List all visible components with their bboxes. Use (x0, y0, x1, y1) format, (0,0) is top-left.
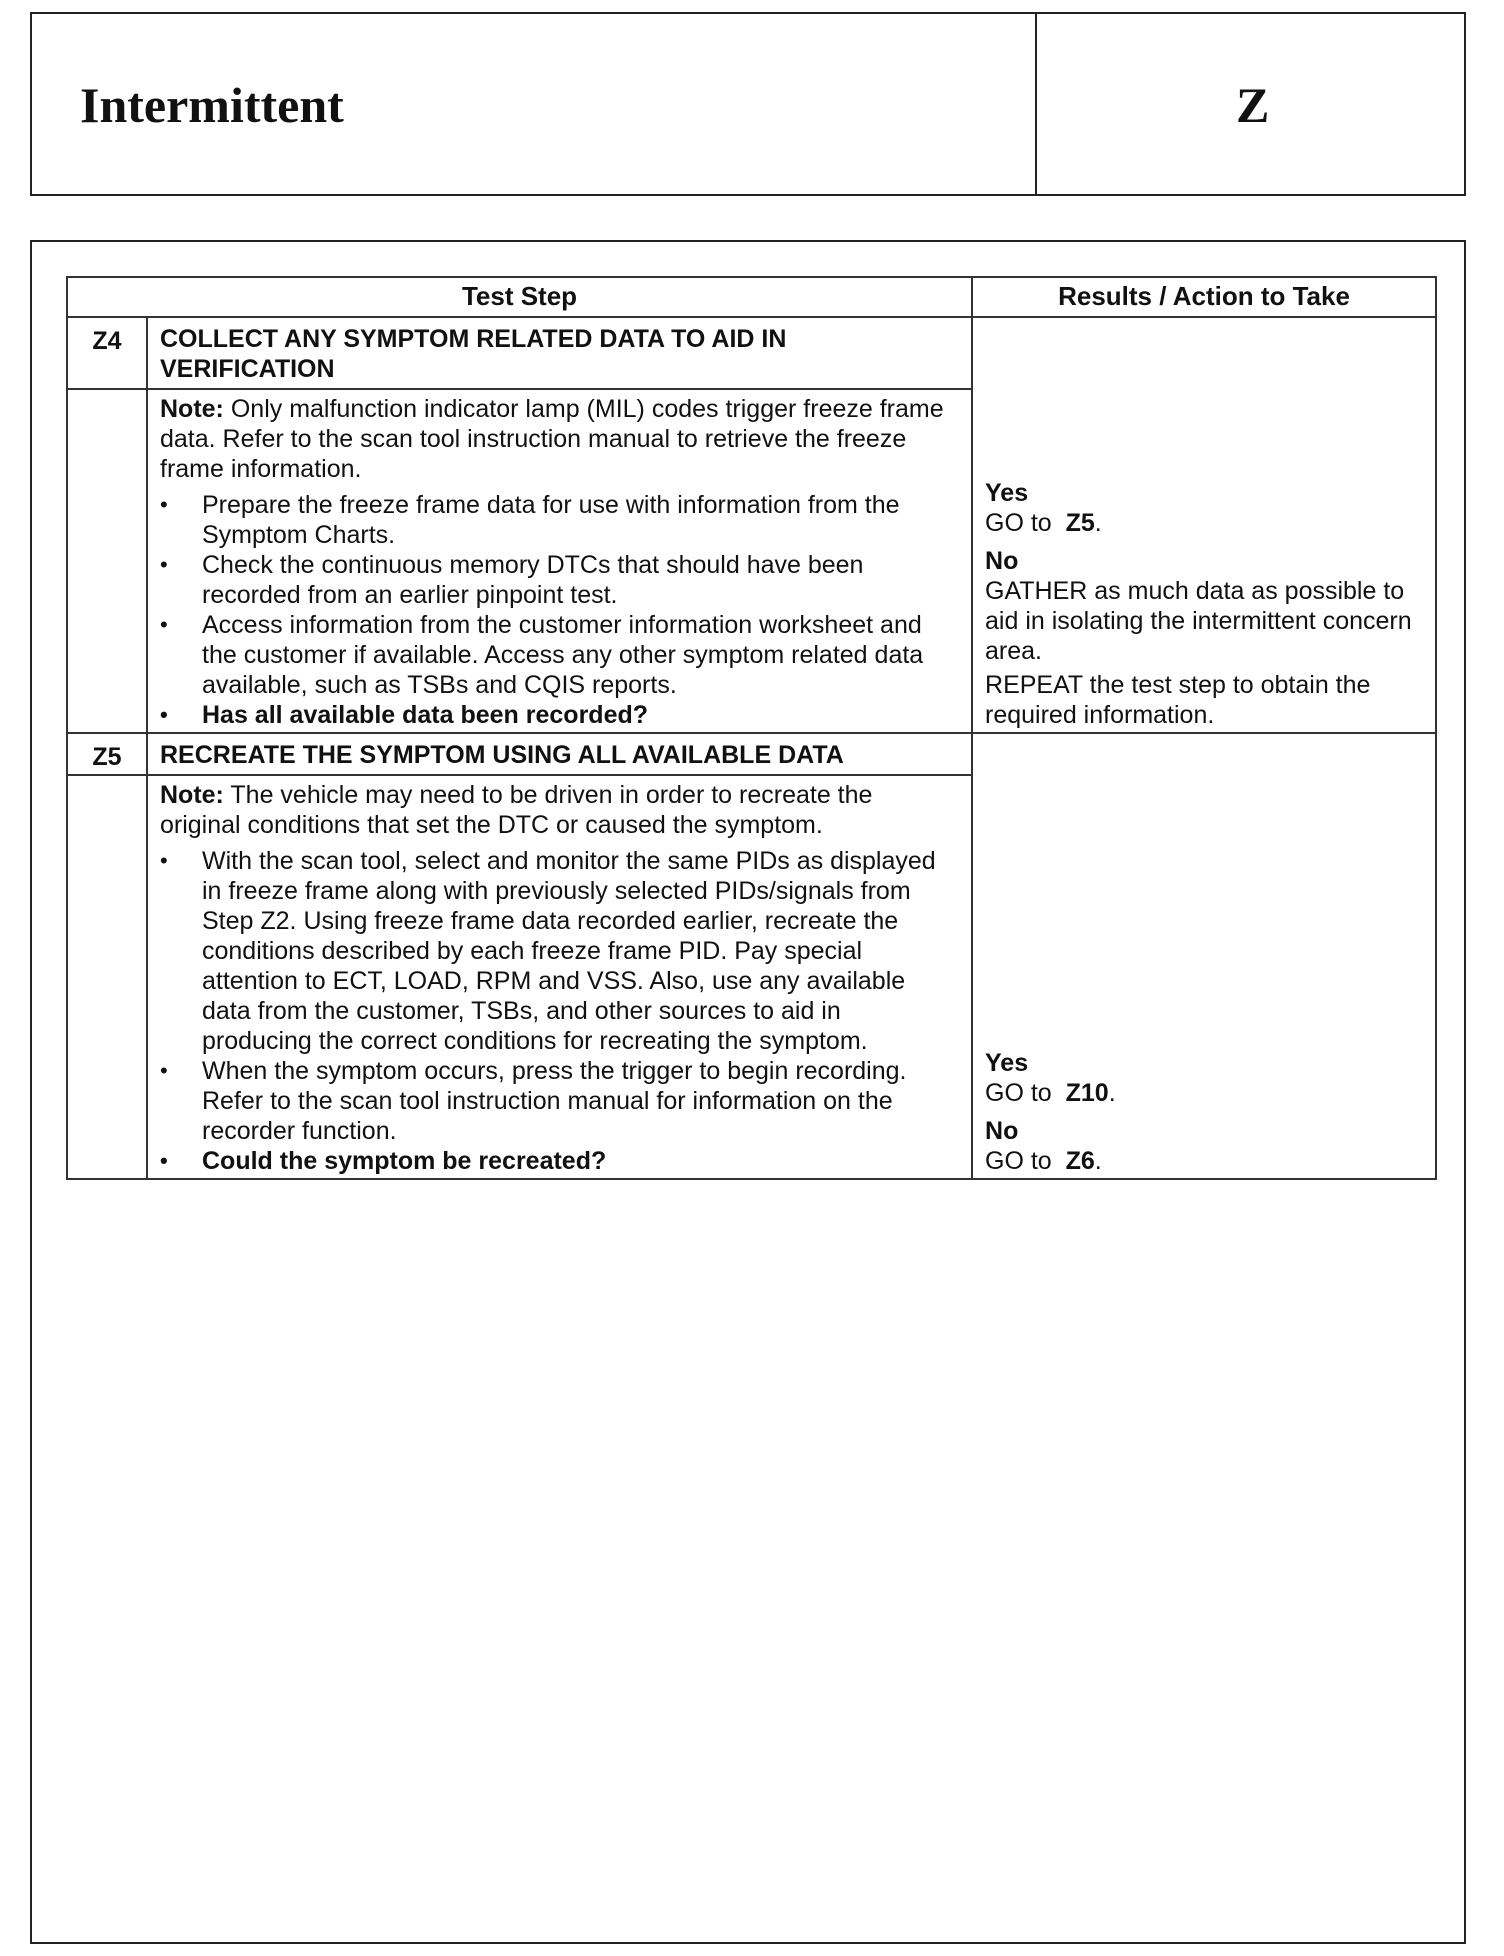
page-header (30, 12, 1466, 196)
step-body-z4 (147, 389, 972, 733)
result-no-label: No (985, 547, 1019, 575)
list-item: • Check the continuous memory DTCs that should have been recorded from an earlier pinpoint test. (160, 550, 955, 610)
step-title-z4: COLLECT ANY SYMPTOM RELATED DATA TO AID IN VERIFICATION (147, 317, 972, 389)
list-item: • With the scan tool, select and monitor the same PIDs as displayed in freeze frame along with previously selected PIDs/signals from Step Z2. Using freeze frame data recorded earlier, recreate the conditions described by each freeze frame PID. Pay special attention to ECT, LOAD, RPM and VSS. Also, use any available data from the customer, TSBs, and other sources to aid in producing the correct conditions for recreating the symptom. (160, 846, 955, 1056)
result-yes-action: GO to Z5. (985, 509, 1102, 537)
col-header-results: Results / Action to Take (972, 277, 1436, 317)
step-id-z5: Z5 (67, 733, 147, 775)
col-header-test-step: Test Step (67, 277, 972, 317)
result-yes-label: Yes (985, 1049, 1029, 1077)
step-bullet-list (160, 846, 955, 1176)
test-step-table (66, 276, 1437, 1180)
section-code: Z (1236, 77, 1270, 133)
content-frame (30, 240, 1466, 1944)
result-no-label: No (985, 1117, 1019, 1145)
table-header-row (67, 277, 1436, 317)
result-yes-label: Yes (985, 479, 1029, 507)
step-z4-title-row (67, 317, 1436, 389)
list-item: • Prepare the freeze frame data for use with information from the Symptom Charts. (160, 490, 955, 550)
step-link-z10[interactable]: Z10 (1065, 1079, 1109, 1107)
header-divider (1035, 14, 1037, 194)
step-question: • Has all available data been recorded? (160, 700, 955, 730)
step-note: Note: The vehicle may need to be driven in order to recreate the original conditions that set the DTC or caused the symptom. (160, 781, 873, 839)
result-z4 (972, 317, 1436, 733)
page-title: Intermittent (80, 77, 344, 133)
step-z5-title-row (67, 733, 1436, 775)
result-no-repeat: REPEAT the test step to obtain the required information. (985, 671, 1371, 729)
result-no-action: GATHER as much data as possible to aid in isolating the intermittent concern area. (985, 577, 1412, 665)
list-item: • Access information from the customer information worksheet and the customer if available. Access any other symptom related data available, such as TSBs and CQIS reports. (160, 610, 955, 700)
result-yes-action: GO to Z10. (985, 1079, 1116, 1107)
step-question: • Could the symptom be recreated? (160, 1146, 955, 1176)
result-no-action: GO to Z6. (985, 1147, 1102, 1175)
list-item: • When the symptom occurs, press the trigger to begin recording. Refer to the scan tool instruction manual for information on the recorder function. (160, 1056, 955, 1146)
step-link-z6[interactable]: Z6 (1065, 1147, 1095, 1175)
step-body-z5 (147, 775, 972, 1179)
step-bullet-list (160, 490, 955, 730)
step-note: Note: Only malfunction indicator lamp (MIL) codes trigger freeze frame data. Refer to the scan tool instruction manual to retrieve the freeze frame information. (160, 395, 944, 483)
step-id-z4: Z4 (67, 317, 147, 389)
step-link-z5[interactable]: Z5 (1065, 509, 1095, 537)
result-z5 (972, 733, 1436, 1179)
step-title-z5: RECREATE THE SYMPTOM USING ALL AVAILABLE DATA (147, 733, 972, 775)
